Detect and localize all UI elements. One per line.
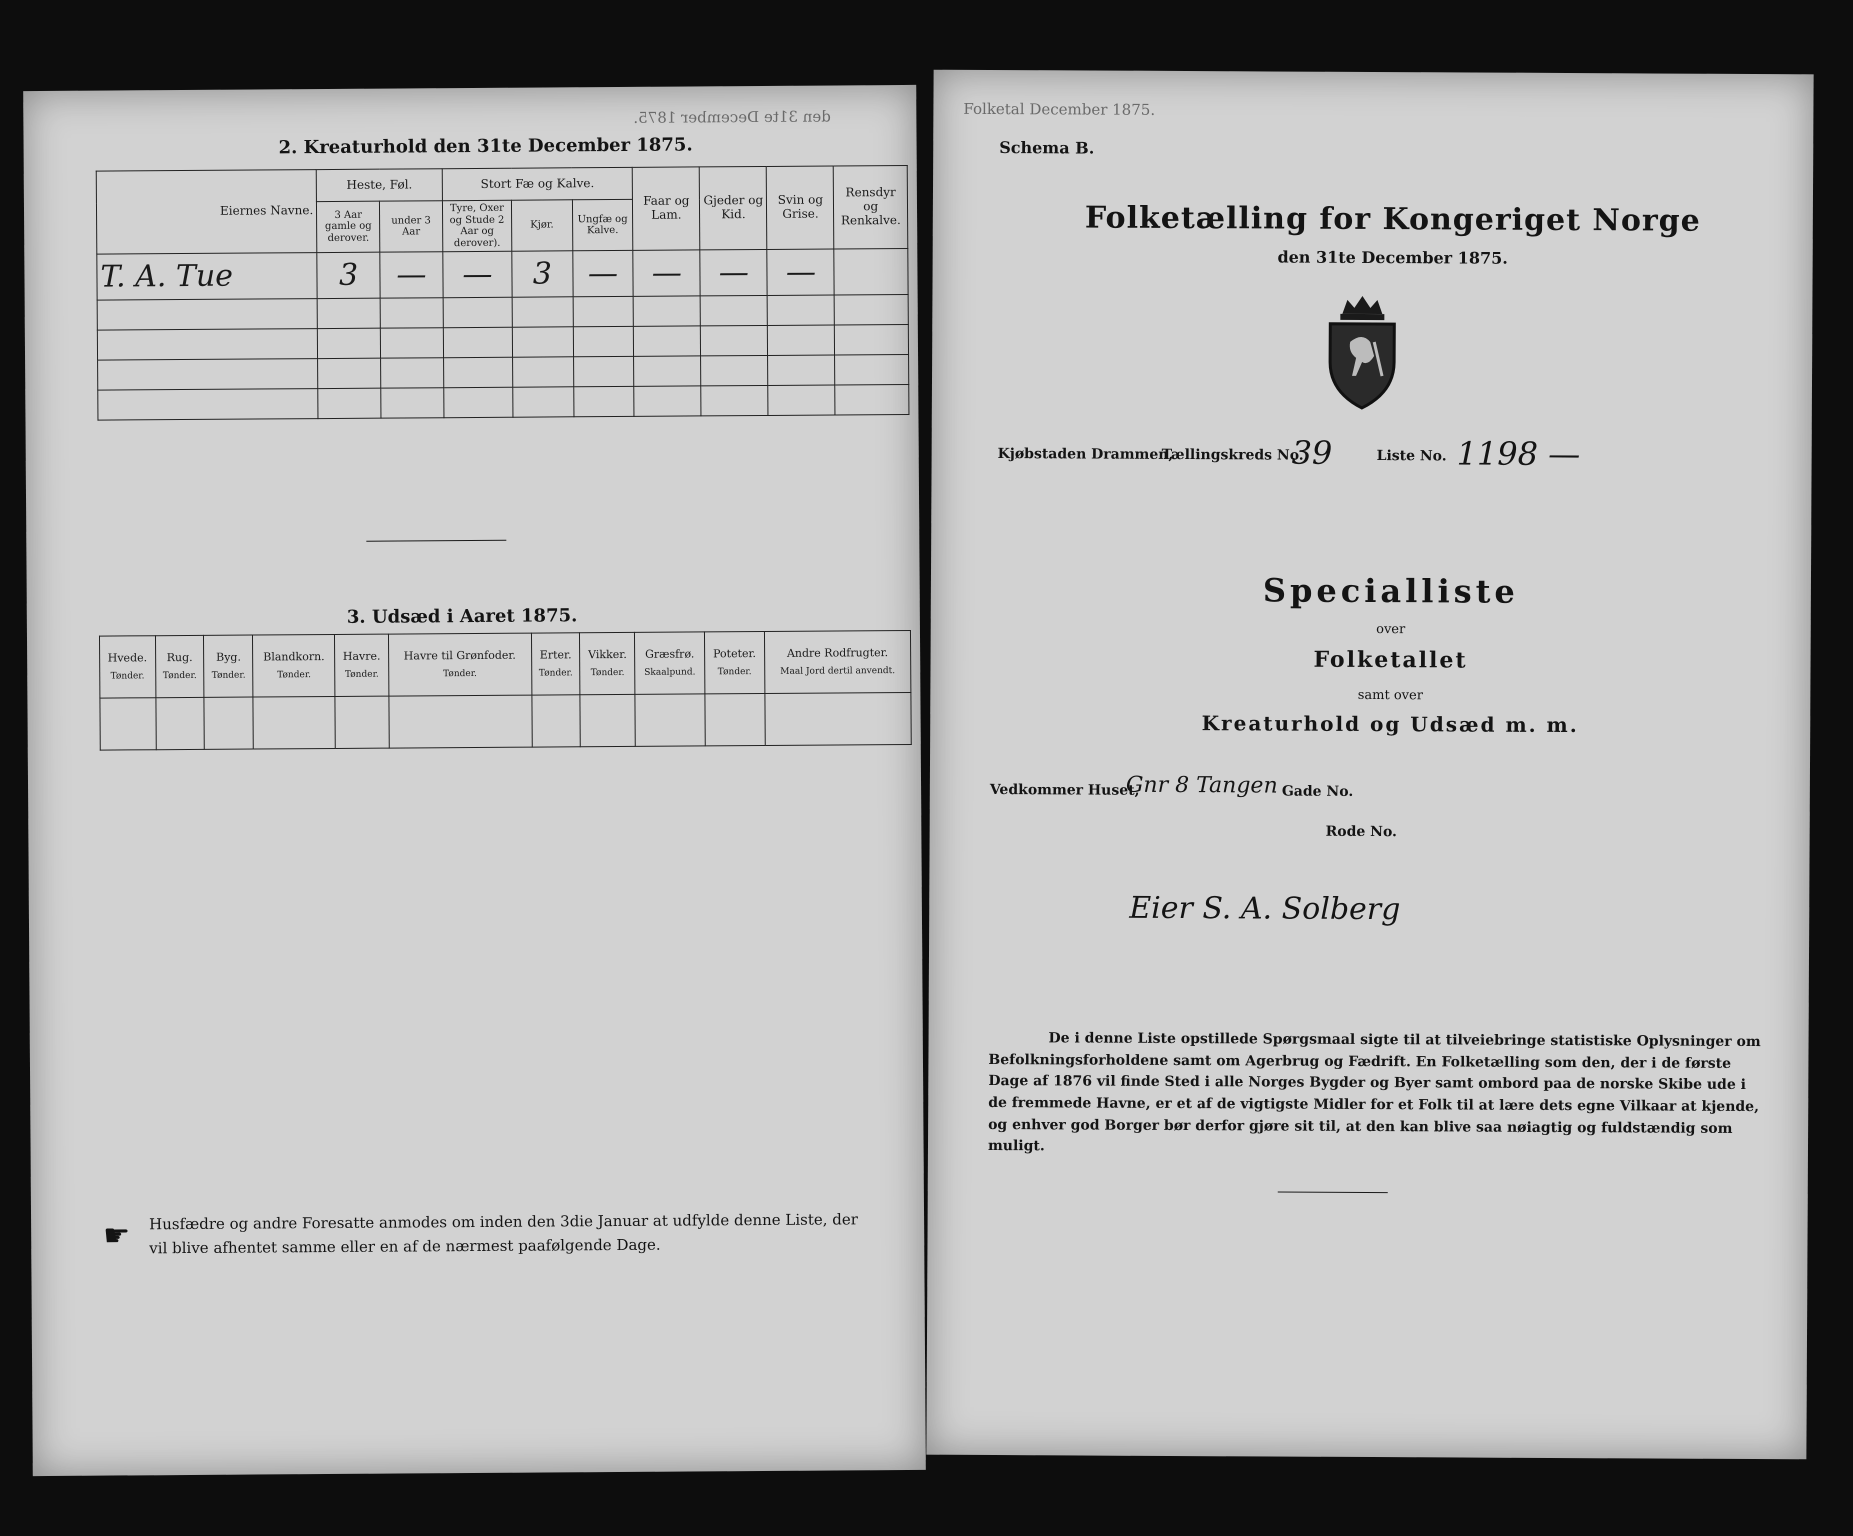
seed-col-name: Byg. xyxy=(216,650,241,664)
seed-col-header xyxy=(531,633,580,695)
col-pigs: Svin og Grise. xyxy=(767,166,835,249)
seed-cell xyxy=(765,692,911,745)
house-label: Vedkommer Huset, xyxy=(989,782,1140,799)
bleed-through-text: den 31te December 1875. xyxy=(633,107,831,127)
seed-cell xyxy=(204,697,253,749)
list-value: 1198 — xyxy=(1456,434,1581,474)
folketallet-heading: Folketallet xyxy=(1313,646,1468,674)
section2-title: 2. Kreaturhold den 31te December 1875. xyxy=(278,134,693,159)
seed-col-header xyxy=(155,635,204,697)
gade-label: Gade No. xyxy=(1281,783,1354,800)
coat-of-arms-icon xyxy=(1312,292,1413,417)
samt-over-label: samt over xyxy=(1357,687,1423,704)
col-goats: Gjeder og Kid. xyxy=(700,166,768,249)
col-reindeer: Rensdyr og Renkalve. xyxy=(834,165,908,249)
seed-col-unit: Tønder. xyxy=(110,670,145,682)
seed-col-unit: Tønder. xyxy=(443,668,477,679)
seed-col-name: Havre. xyxy=(342,649,381,663)
city-label: Kjøbstaden Drammen, xyxy=(997,446,1174,463)
col-cattle-a: Tyre, Oxer og Stude 2 Aar og derover). xyxy=(442,200,512,251)
house-value: Gnr 8 Tangen xyxy=(1125,772,1278,799)
table-row xyxy=(100,692,911,750)
cell-pigs: — xyxy=(767,249,834,295)
right-page xyxy=(926,70,1813,1460)
col-cattle-c: Ungfæ og Kalve. xyxy=(572,199,633,250)
footer-divider xyxy=(1278,1192,1388,1194)
cell-horses-b: — xyxy=(380,252,443,298)
cell-horses-a: 3 xyxy=(317,252,380,298)
col-owner: Eiernes Navne. xyxy=(96,170,317,255)
seed-col-name: Havre til Grønfoder. xyxy=(403,648,516,663)
cell-sheep: — xyxy=(633,250,700,296)
seed-col-unit: Maal Jord dertil anvendt. xyxy=(780,665,896,677)
divider xyxy=(366,540,506,542)
seed-cell xyxy=(705,693,765,745)
seed-col-name: Andre Rodfrugter. xyxy=(786,646,889,660)
district-value: 39 xyxy=(1291,433,1333,472)
notice-text: Husfædre og andre Foresatte anmodes om inden den 3die Januar at udfylde denne Liste, der vil blive afhentet samme eller en af de nærmest paafølgende Dage. xyxy=(149,1210,858,1258)
pointing-hand-icon: ☛ xyxy=(103,1218,131,1254)
seed-cell xyxy=(635,694,705,746)
seed-header-row xyxy=(99,630,910,698)
seed-col-unit: Tønder. xyxy=(538,667,573,679)
seed-cell xyxy=(580,694,635,746)
seed-col-name: Hvede. xyxy=(107,651,148,665)
cell-cattle-a: — xyxy=(443,251,512,297)
seed-col-unit: Skaalpund. xyxy=(644,667,696,678)
seed-col-header xyxy=(335,634,389,696)
col-cattle: Stort Fæ og Kalve. xyxy=(442,167,633,200)
seed-col-name: Erter. xyxy=(539,648,572,662)
col-horses: Heste, Føl. xyxy=(317,169,443,202)
seed-col-header xyxy=(204,635,253,697)
seed-col-header xyxy=(99,636,155,698)
seed-col-header xyxy=(704,631,764,693)
seed-cell xyxy=(253,696,335,749)
seed-col-name: Blandkorn. xyxy=(263,650,325,664)
seed-col-name: Vikker. xyxy=(588,647,627,662)
left-page xyxy=(23,85,926,1476)
col-horses-b: under 3 Aar xyxy=(380,201,443,252)
livestock-row xyxy=(97,248,908,300)
seed-col-header xyxy=(764,630,911,693)
seed-cell xyxy=(532,695,581,747)
seed-col-unit: Tønder. xyxy=(590,667,625,678)
seed-col-unit: Tønder. xyxy=(277,669,312,681)
cell-goats: — xyxy=(700,249,767,295)
seed-col-header xyxy=(580,632,635,694)
seed-cell xyxy=(100,698,156,750)
livestock-table xyxy=(96,165,910,421)
rode-label: Rode No. xyxy=(1325,823,1398,841)
cell-reindeer xyxy=(834,248,908,295)
seed-cell xyxy=(155,697,204,749)
specialliste-heading: Specialliste xyxy=(1262,571,1519,611)
seed-cell xyxy=(335,696,389,748)
seed-col-name: Poteter. xyxy=(712,647,757,661)
seed-col-header xyxy=(388,633,531,696)
owner-signature: Eier S. A. Solberg xyxy=(1129,890,1401,928)
district-label: Tællingskreds No. xyxy=(1161,446,1304,464)
seed-cell xyxy=(389,695,532,748)
cell-owner: T. A. Tue xyxy=(97,253,318,301)
seed-col-unit: Tønder. xyxy=(211,670,246,681)
seed-col-name: Græsfrø. xyxy=(645,647,695,661)
title-date: den 31te December 1875. xyxy=(1277,247,1508,268)
seed-col-unit: Tønder. xyxy=(344,669,379,680)
seed-table xyxy=(99,630,912,751)
seed-col-unit: Tønder. xyxy=(162,670,197,681)
section3-title: 3. Udsæd i Aaret 1875. xyxy=(346,605,578,628)
cell-cattle-c: — xyxy=(572,250,633,296)
seed-col-unit: Tønder. xyxy=(717,666,752,677)
bleed-top-text: Folketal December 1875. xyxy=(963,99,1156,119)
kreaturhold-heading: Kreaturhold og Udsæd m. m. xyxy=(1201,711,1579,738)
main-title: Folketælling for Kongeriget Norge xyxy=(1084,200,1701,239)
schema-label: Schema B. xyxy=(999,138,1095,158)
list-label: Liste No. xyxy=(1376,448,1447,465)
seed-col-name: Rug. xyxy=(166,650,193,665)
col-sheep: Faar og Lam. xyxy=(633,167,701,250)
seed-col-header xyxy=(635,632,705,694)
over-label: over xyxy=(1376,622,1406,638)
cell-cattle-b: 3 xyxy=(512,251,573,297)
footer-text: De i denne Liste opstillede Spørgsmaal sigte til at tilveiebringe statistiske Oplysninger om Befolkningsforholdene samt om Agerbrug og Fædrift. En Folketælling som den, der i de første Dage af 1876 vil finde Sted i alle Norges Bygder og Byer samt ombord paa de norske Skibe ude i de fremmede Havne, er et af de vigtigste Midler for et Folk til at lære dets egne Vilkaar at kjende, og enhver god Borger bør derfor gjøre sit til, at den kan blive saa nøiagtig og fuldstændig som muligt. xyxy=(987,1030,1761,1155)
col-horses-a: 3 Aar gamle og derover. xyxy=(317,201,380,252)
col-cattle-b: Kjør. xyxy=(511,200,572,251)
seed-col-header xyxy=(253,634,335,697)
table-row xyxy=(98,384,909,420)
